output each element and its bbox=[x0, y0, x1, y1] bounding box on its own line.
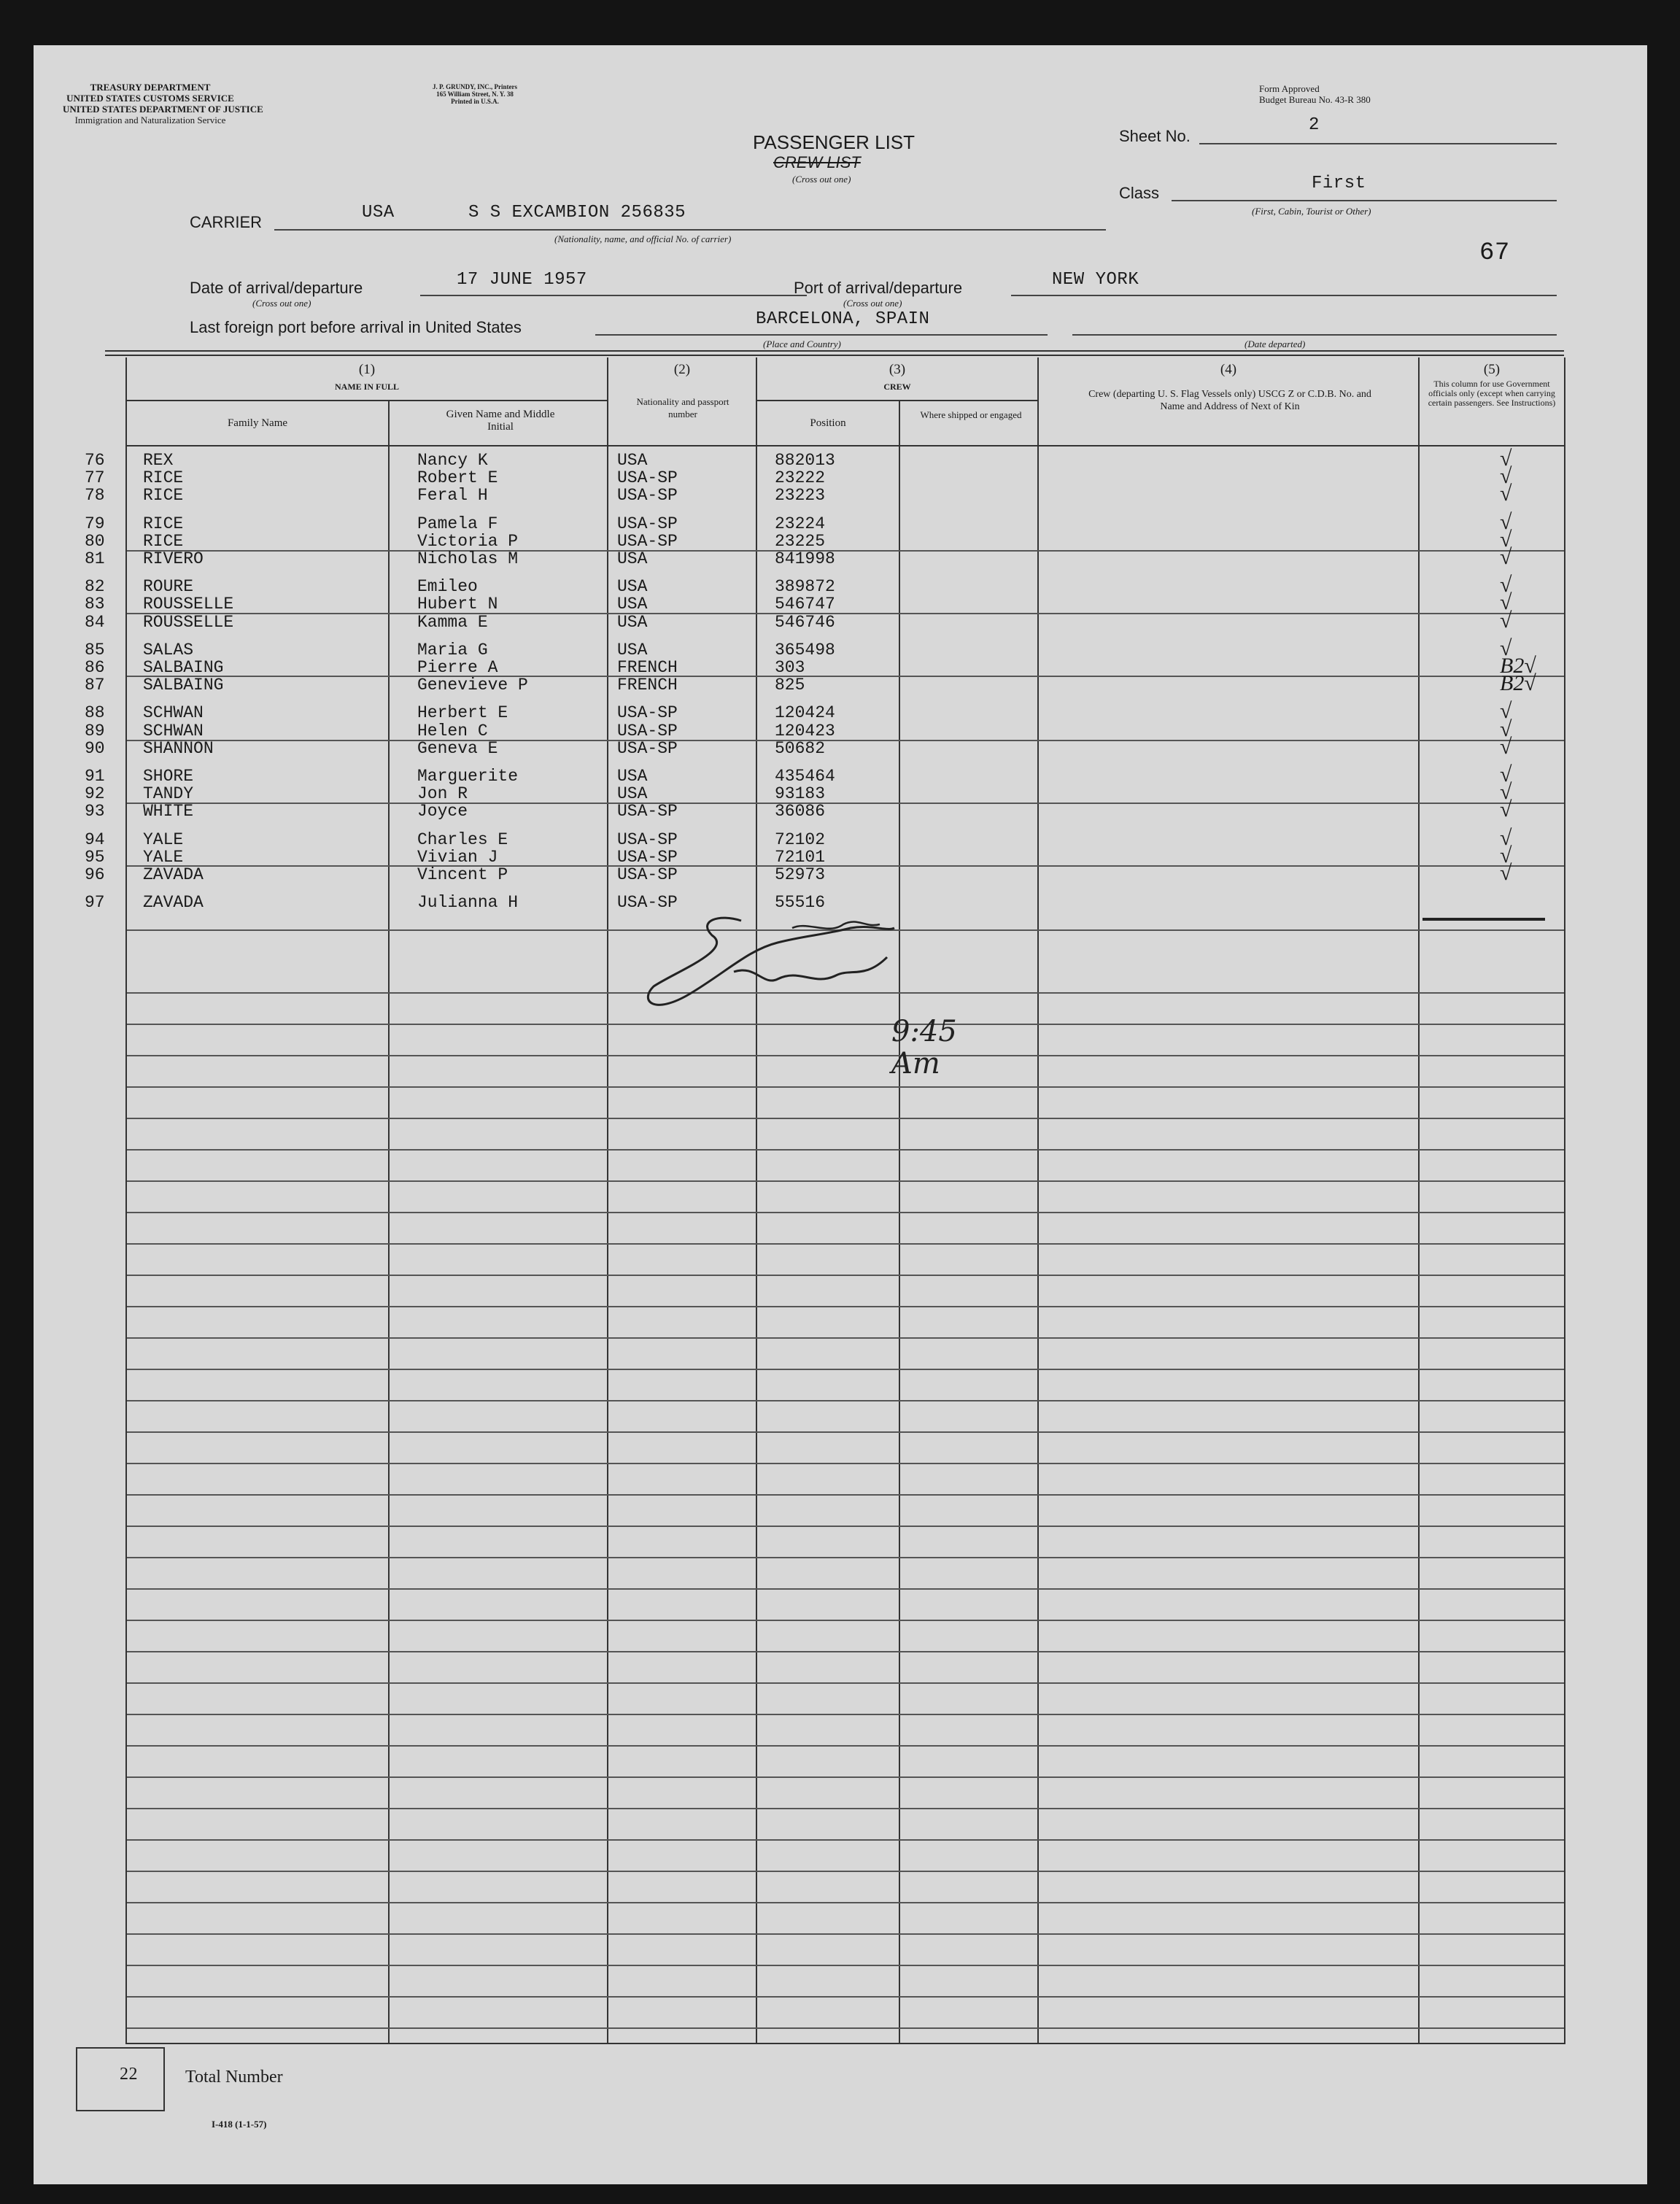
col-line bbox=[1418, 357, 1420, 2043]
family-name: RICE bbox=[143, 531, 184, 551]
table-top-rule-2 bbox=[105, 355, 1564, 356]
row-rule bbox=[127, 1306, 1564, 1307]
row-number: 79 bbox=[85, 514, 105, 533]
col-line bbox=[1037, 357, 1039, 2043]
class-caption: (First, Cabin, Tourist or Other) bbox=[1252, 206, 1371, 217]
family-name: SALBAING bbox=[143, 676, 224, 695]
carrier-nationality: USA bbox=[362, 203, 395, 223]
official-mark: √ bbox=[1500, 446, 1512, 471]
given-name: Marguerite bbox=[417, 767, 519, 786]
position-number: 435464 bbox=[775, 767, 835, 786]
row-rule bbox=[127, 1871, 1564, 1872]
given-name: Pamela F bbox=[417, 514, 498, 533]
form-code: I-418 (1-1-57) bbox=[212, 2119, 267, 2130]
family-name: REX bbox=[143, 451, 174, 470]
family-name: RICE bbox=[143, 486, 184, 506]
official-mark: √ bbox=[1500, 797, 1512, 822]
row-rule bbox=[127, 1212, 1564, 1213]
date-cross-note: (Cross out one) bbox=[252, 298, 311, 309]
family-name: ROUSSELLE bbox=[143, 612, 234, 632]
family-name: SALAS bbox=[143, 640, 194, 660]
col4-number: (4) bbox=[1220, 362, 1237, 377]
nationality: USA bbox=[617, 612, 648, 632]
row-number: 93 bbox=[85, 802, 105, 821]
position-number: 120424 bbox=[775, 703, 835, 723]
arrival-date: 17 JUNE 1957 bbox=[457, 270, 587, 290]
family-name: ZAVADA bbox=[143, 893, 204, 913]
col1-title: NAME IN FULL bbox=[334, 382, 399, 392]
date-departed-underline bbox=[1072, 334, 1557, 336]
nationality: USA-SP bbox=[617, 531, 678, 551]
position-number: 36086 bbox=[775, 802, 826, 821]
row-rule bbox=[127, 1337, 1564, 1339]
row-rule bbox=[127, 1463, 1564, 1464]
official-mark: √ bbox=[1500, 608, 1512, 633]
given-name: Victoria P bbox=[417, 531, 519, 551]
position-number: 23222 bbox=[775, 468, 826, 488]
total-number-label: Total Number bbox=[185, 2068, 283, 2087]
nationality: FRENCH bbox=[617, 676, 678, 695]
given-name: Joyce bbox=[417, 802, 468, 821]
row-number: 94 bbox=[85, 830, 105, 849]
official-mark: √ bbox=[1500, 464, 1512, 489]
given-name: Nancy K bbox=[417, 451, 488, 470]
row-number: 78 bbox=[85, 486, 105, 506]
row-number: 95 bbox=[85, 847, 105, 867]
col2-title: Nationality and passport number bbox=[636, 396, 729, 419]
given-name: Nicholas M bbox=[417, 549, 519, 568]
arrival-port: NEW YORK bbox=[1052, 270, 1139, 290]
row-number: 84 bbox=[85, 612, 105, 632]
position-number: 50682 bbox=[775, 738, 826, 758]
position-number: 303 bbox=[775, 658, 805, 677]
nationality: USA-SP bbox=[617, 468, 678, 488]
row-rule bbox=[127, 1494, 1564, 1496]
given-name: Robert E bbox=[417, 468, 498, 488]
official-mark: √ bbox=[1500, 590, 1512, 615]
given-name: Vincent P bbox=[417, 865, 508, 884]
official-mark: √ bbox=[1500, 573, 1512, 598]
row-rule bbox=[127, 1243, 1564, 1245]
place-caption: (Place and Country) bbox=[763, 339, 841, 349]
row-number: 82 bbox=[85, 577, 105, 597]
given-name: Julianna H bbox=[417, 893, 519, 913]
carrier-name: S S EXCAMBION 256835 bbox=[468, 203, 686, 223]
row-rule bbox=[127, 1996, 1564, 1998]
nationality: USA bbox=[617, 549, 648, 568]
row-rule bbox=[127, 1933, 1564, 1935]
row-rule bbox=[127, 1180, 1564, 1182]
nationality: USA bbox=[617, 451, 648, 470]
nationality: USA-SP bbox=[617, 830, 678, 849]
family-name: WHITE bbox=[143, 802, 194, 821]
header-subrule bbox=[757, 400, 1037, 401]
row-rule bbox=[127, 865, 1564, 867]
family-name: SCHWAN bbox=[143, 721, 204, 741]
position-number: 93183 bbox=[775, 784, 826, 804]
family-name: SALBAING bbox=[143, 658, 224, 677]
date-underline bbox=[420, 295, 807, 296]
position-number: 389872 bbox=[775, 577, 835, 597]
signature-time: 9:45 Am bbox=[891, 1015, 957, 1080]
last-port-label: Last foreign port before arrival in United States bbox=[190, 318, 522, 336]
family-name: RICE bbox=[143, 468, 184, 488]
row-number: 77 bbox=[85, 468, 105, 488]
col-line bbox=[388, 400, 390, 2043]
date-label: Date of arrival/departure bbox=[190, 279, 363, 297]
class-label: Class bbox=[1119, 184, 1160, 202]
family-name: RIVERO bbox=[143, 549, 204, 568]
official-mark: √ bbox=[1500, 509, 1512, 534]
table-bottom-rule bbox=[125, 2043, 1565, 2044]
table-top-rule bbox=[105, 350, 1564, 352]
position-header: Position bbox=[810, 417, 846, 429]
nationality: FRENCH bbox=[617, 658, 678, 677]
official-mark: √ bbox=[1500, 482, 1512, 506]
nationality: USA-SP bbox=[617, 486, 678, 506]
nationality: USA-SP bbox=[617, 802, 678, 821]
official-mark: √ bbox=[1500, 825, 1512, 850]
official-mark: √ bbox=[1500, 545, 1512, 569]
agency-line: Immigration and Naturalization Service bbox=[74, 115, 226, 125]
date-departed-caption: (Date departed) bbox=[1244, 339, 1306, 349]
row-rule bbox=[127, 1714, 1564, 1715]
row-rule bbox=[127, 1776, 1564, 1778]
position-number: 23223 bbox=[775, 486, 826, 506]
nationality: USA bbox=[617, 784, 648, 804]
col5-number: (5) bbox=[1483, 362, 1501, 377]
printer-line: 165 William Street, N. Y. 38 bbox=[436, 90, 514, 98]
port-underline bbox=[1011, 295, 1557, 296]
form-approved-line: Form Approved bbox=[1259, 83, 1320, 94]
official-mark: √ bbox=[1500, 734, 1512, 759]
position-number: 23224 bbox=[775, 514, 826, 533]
family-name: ROURE bbox=[143, 577, 194, 597]
row-rule bbox=[127, 1620, 1564, 1621]
header-subrule bbox=[127, 400, 607, 401]
family-name: ZAVADA bbox=[143, 865, 204, 884]
row-number: 80 bbox=[85, 531, 105, 551]
closing-strike-mark bbox=[1422, 918, 1545, 921]
printer-line: Printed in U.S.A. bbox=[451, 98, 499, 105]
sheet-label: Sheet No. bbox=[1119, 127, 1191, 145]
given-name: Jon R bbox=[417, 784, 468, 804]
class-value: First bbox=[1312, 174, 1366, 193]
given-name: Charles E bbox=[417, 830, 508, 849]
agency-line: UNITED STATES DEPARTMENT OF JUSTICE bbox=[63, 104, 263, 115]
row-rule bbox=[127, 1149, 1564, 1151]
official-mark: √ bbox=[1500, 716, 1512, 741]
nationality: USA-SP bbox=[617, 847, 678, 867]
carrier-underline bbox=[274, 229, 1106, 231]
given-name: Helen C bbox=[417, 721, 488, 741]
family-name: YALE bbox=[143, 830, 184, 849]
printer-line: J. P. GRUNDY, INC., Printers bbox=[432, 83, 518, 90]
row-number: 90 bbox=[85, 738, 105, 758]
position-number: 841998 bbox=[775, 549, 835, 568]
family-name: SHANNON bbox=[143, 738, 214, 758]
cross-out-note: (Cross out one) bbox=[792, 174, 851, 185]
row-rule bbox=[127, 803, 1564, 804]
carrier-caption: (Nationality, name, and official No. of carrier) bbox=[554, 233, 732, 244]
row-rule bbox=[127, 1588, 1564, 1590]
given-name: Vivian J bbox=[417, 847, 498, 867]
col1-number: (1) bbox=[358, 362, 376, 377]
family-name: SHORE bbox=[143, 767, 194, 786]
shipped-header: Where shipped or engaged bbox=[920, 409, 1022, 420]
row-number: 92 bbox=[85, 784, 105, 804]
position-number: 120423 bbox=[775, 721, 835, 741]
row-number: 89 bbox=[85, 721, 105, 741]
row-number: 91 bbox=[85, 767, 105, 786]
row-rule bbox=[127, 1400, 1564, 1401]
row-rule bbox=[127, 1431, 1564, 1433]
col3-number: (3) bbox=[889, 362, 906, 377]
row-rule bbox=[127, 740, 1564, 741]
given-name: Feral H bbox=[417, 486, 488, 506]
family-name: TANDY bbox=[143, 784, 194, 804]
row-rule bbox=[127, 1839, 1564, 1841]
given-name: Hubert N bbox=[417, 595, 498, 614]
row-rule bbox=[127, 1902, 1564, 1903]
nationality: USA-SP bbox=[617, 721, 678, 741]
sheet-underline bbox=[1199, 143, 1557, 144]
row-number: 83 bbox=[85, 595, 105, 614]
agency-line: TREASURY DEPARTMENT bbox=[90, 82, 211, 93]
row-number: 97 bbox=[85, 893, 105, 913]
row-rule bbox=[127, 2027, 1564, 2029]
form-approved-line: Budget Bureau No. 43-R 380 bbox=[1259, 94, 1371, 105]
col5-title: This column for use Government officials only (except when carrying certain passengers. See Instructions) bbox=[1428, 379, 1556, 408]
nationality: USA bbox=[617, 577, 648, 597]
last-port-underline bbox=[595, 334, 1048, 336]
row-number: 86 bbox=[85, 658, 105, 677]
family-name: ROUSSELLE bbox=[143, 595, 234, 614]
position-number: 23225 bbox=[775, 531, 826, 551]
given-name: Herbert E bbox=[417, 703, 508, 723]
official-mark: √ bbox=[1500, 635, 1512, 660]
official-mark: √ bbox=[1500, 780, 1512, 805]
sheet-number: 2 bbox=[1309, 115, 1320, 135]
row-rule bbox=[127, 1369, 1564, 1370]
nationality: USA bbox=[617, 595, 648, 614]
form-title: PASSENGER LIST bbox=[753, 131, 916, 153]
official-mark: √ bbox=[1500, 861, 1512, 885]
row-number: 81 bbox=[85, 549, 105, 568]
row-number: 76 bbox=[85, 451, 105, 470]
row-rule bbox=[127, 1965, 1564, 1966]
official-mark: √ bbox=[1500, 762, 1512, 786]
class-underline bbox=[1172, 200, 1557, 201]
position-number: 546747 bbox=[775, 595, 835, 614]
given-name: Kamma E bbox=[417, 612, 488, 632]
col3-title: CREW bbox=[883, 382, 911, 392]
position-number: 546746 bbox=[775, 612, 835, 632]
col4-title: Crew (departing U. S. Flag Vessels only) USCG Z or C.D.B. No. and Name and Address of Next of Kin bbox=[1088, 389, 1371, 412]
official-mark: B2√ bbox=[1500, 654, 1536, 678]
position-number: 825 bbox=[775, 676, 805, 695]
agency-line: UNITED STATES CUSTOMS SERVICE bbox=[66, 93, 234, 104]
position-number: 52973 bbox=[775, 865, 826, 884]
nationality: USA-SP bbox=[617, 738, 678, 758]
position-number: 72102 bbox=[775, 830, 826, 849]
row-rule bbox=[127, 1557, 1564, 1558]
nationality: USA-SP bbox=[617, 893, 678, 913]
given-name: Genevieve P bbox=[417, 676, 528, 695]
agency-block bbox=[63, 82, 263, 125]
official-mark: √ bbox=[1500, 699, 1512, 724]
family-name: SCHWAN bbox=[143, 703, 204, 723]
position-number: 365498 bbox=[775, 640, 835, 660]
form-approved-block bbox=[1259, 83, 1371, 105]
family-name-header: Family Name bbox=[227, 417, 288, 429]
col-line bbox=[899, 400, 900, 2043]
row-number: 87 bbox=[85, 676, 105, 695]
crew-list-struck: CREW LIST bbox=[773, 153, 861, 171]
row-rule bbox=[127, 1275, 1564, 1276]
port-label: Port of arrival/departure bbox=[794, 279, 963, 297]
page-number: 67 bbox=[1479, 239, 1510, 267]
passenger-list-form bbox=[34, 45, 1647, 2184]
col-line bbox=[125, 357, 127, 2043]
family-name: YALE bbox=[143, 847, 184, 867]
official-mark: √ bbox=[1500, 843, 1512, 867]
row-rule bbox=[127, 1526, 1564, 1527]
position-number: 882013 bbox=[775, 451, 835, 470]
col-line bbox=[1564, 357, 1565, 2043]
row-number: 96 bbox=[85, 865, 105, 884]
position-number: 55516 bbox=[775, 893, 826, 913]
given-name: Emileo bbox=[417, 577, 478, 597]
printer-block bbox=[413, 83, 537, 105]
row-rule bbox=[127, 1745, 1564, 1747]
family-name: RICE bbox=[143, 514, 184, 533]
col-line bbox=[756, 357, 757, 2043]
col2-number: (2) bbox=[673, 362, 691, 377]
header-bottom-rule bbox=[127, 445, 1564, 446]
row-rule bbox=[127, 676, 1564, 677]
given-name: Maria G bbox=[417, 640, 488, 660]
row-rule bbox=[127, 1808, 1564, 1809]
nationality: USA bbox=[617, 640, 648, 660]
nationality: USA-SP bbox=[617, 703, 678, 723]
given-name: Geneva E bbox=[417, 738, 498, 758]
row-rule bbox=[127, 1651, 1564, 1652]
total-number-value: 22 bbox=[120, 2065, 138, 2084]
row-rule bbox=[127, 550, 1564, 552]
carrier-label: CARRIER bbox=[190, 213, 263, 231]
nationality: USA-SP bbox=[617, 865, 678, 884]
official-mark: B2√ bbox=[1500, 671, 1536, 696]
given-name-header: Given Name and Middle Initial bbox=[446, 409, 555, 433]
row-number: 85 bbox=[85, 640, 105, 660]
col-line bbox=[607, 357, 608, 2043]
last-port-value: BARCELONA, SPAIN bbox=[756, 309, 930, 329]
given-name: Pierre A bbox=[417, 658, 498, 677]
port-cross-note: (Cross out one) bbox=[843, 298, 902, 309]
position-number: 72101 bbox=[775, 847, 826, 867]
row-rule bbox=[127, 1682, 1564, 1684]
nationality: USA-SP bbox=[617, 514, 678, 533]
row-rule bbox=[127, 613, 1564, 614]
nationality: USA bbox=[617, 767, 648, 786]
row-number: 88 bbox=[85, 703, 105, 723]
official-mark: √ bbox=[1500, 527, 1512, 552]
